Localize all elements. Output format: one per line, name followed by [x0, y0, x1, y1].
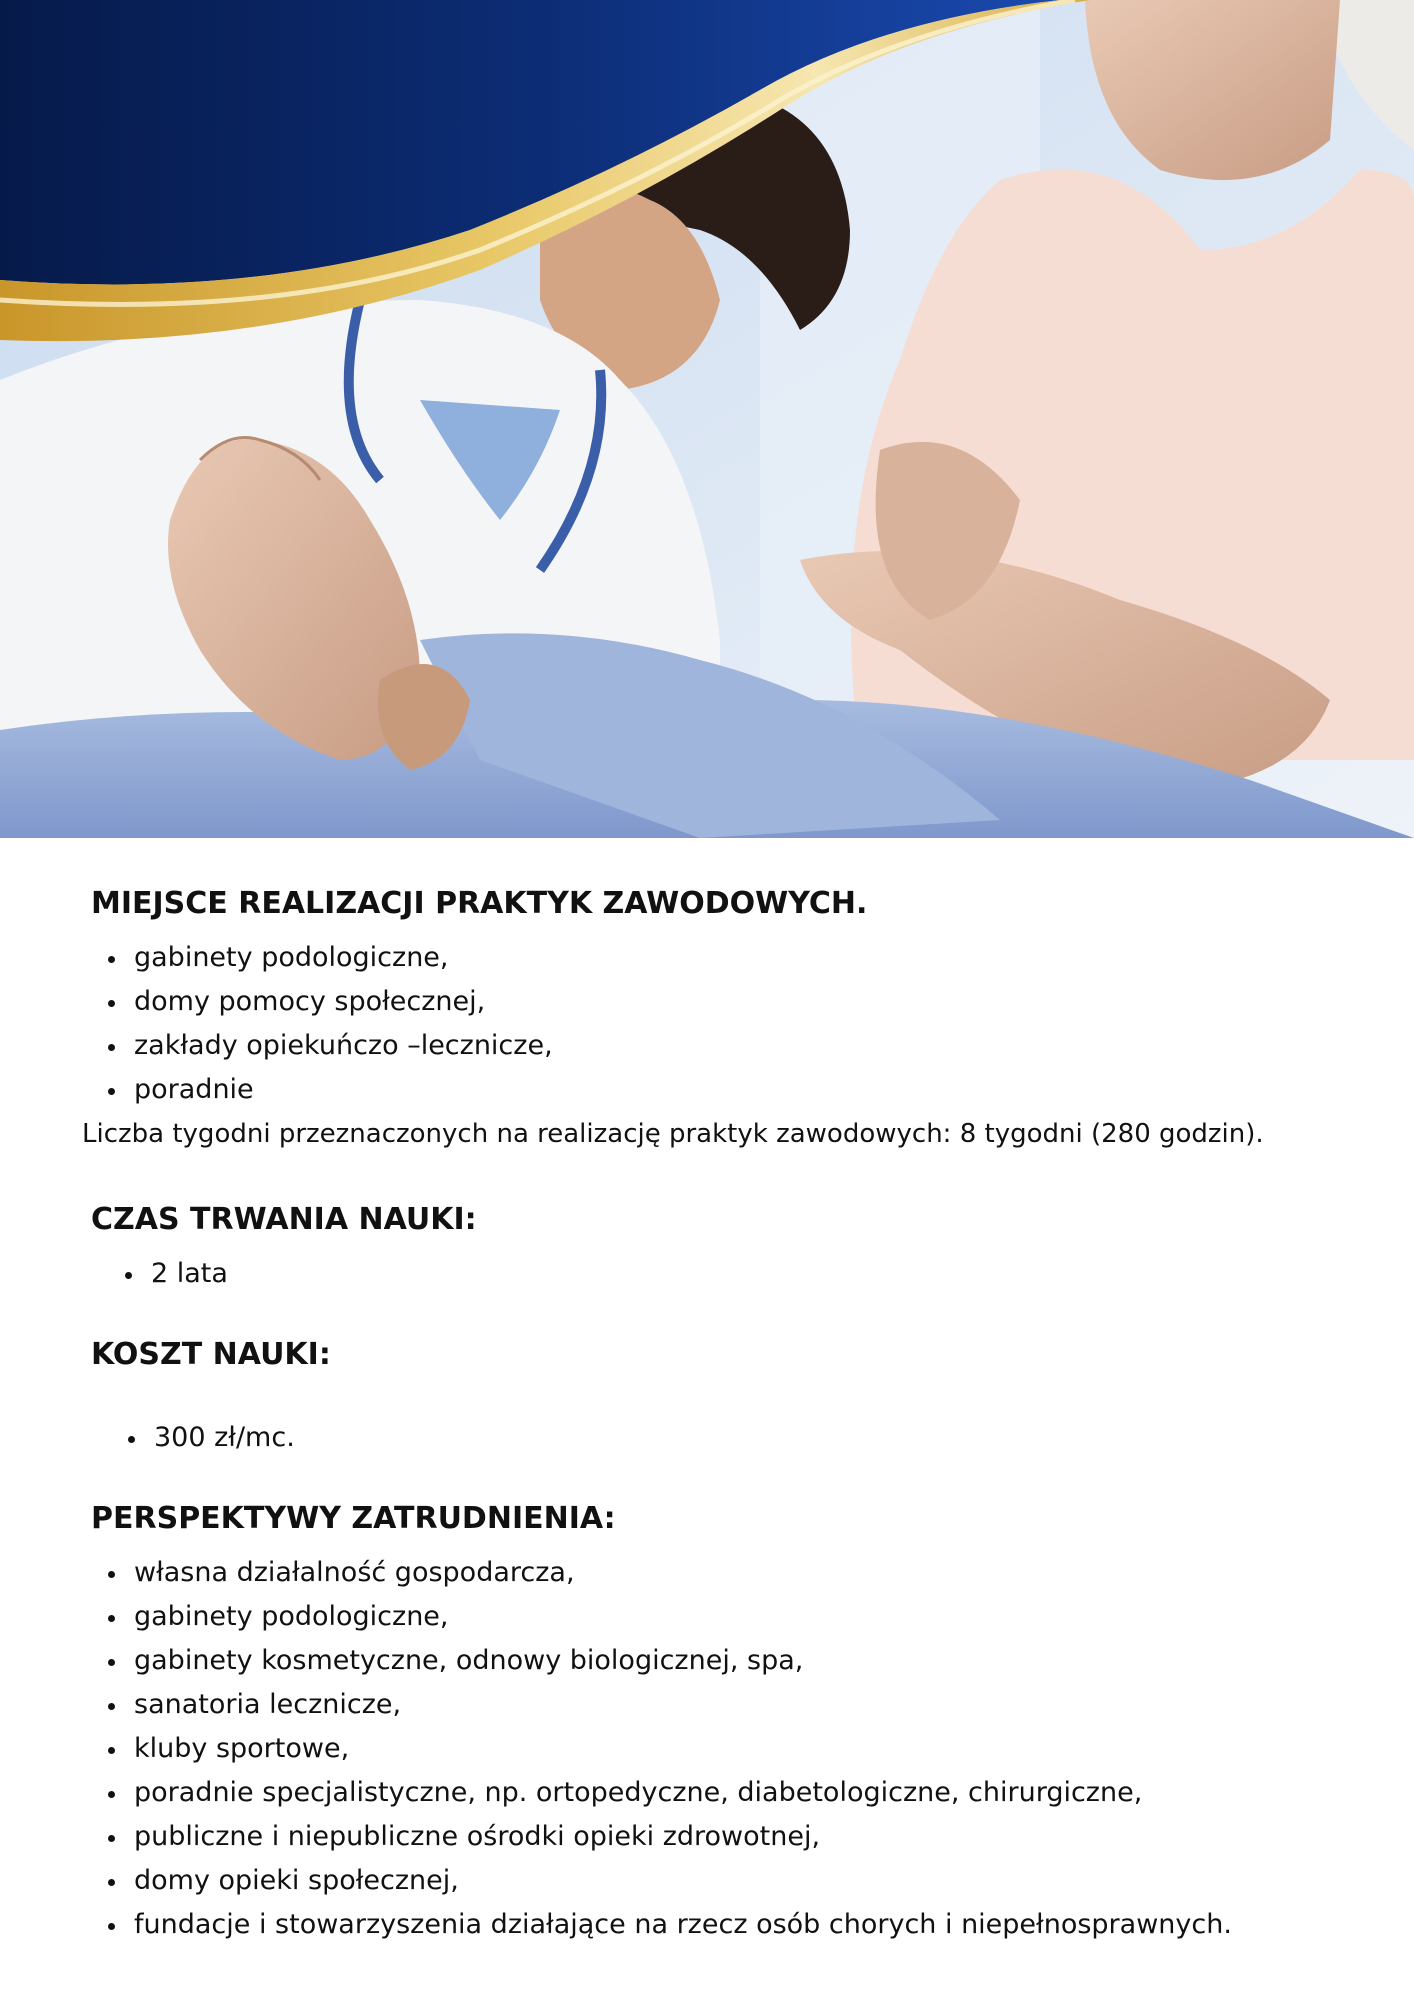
- list-item: publiczne i niepubliczne ośrodki opieki zdrowotnej,: [134, 1815, 1232, 1859]
- list-czas: [151, 1252, 228, 1296]
- list-perspektywy: [134, 1551, 1232, 1947]
- heading-perspektywy: PERSPEKTYWY ZATRUDNIENIA:: [91, 1501, 616, 1536]
- list-item: poradnie: [134, 1068, 553, 1112]
- heading-praktyki: MIEJSCE REALIZACJI PRAKTYK ZAWODOWYCH.: [91, 886, 868, 921]
- list-item: 2 lata: [151, 1252, 228, 1296]
- list-item: 300 zł/mc.: [154, 1416, 295, 1460]
- hero-photo: [0, 0, 1414, 838]
- list-item: poradnie specjalistyczne, np. ortopedyczne, diabetologiczne, chirurgiczne,: [134, 1771, 1232, 1815]
- list-item: zakłady opiekuńczo –lecznicze,: [134, 1024, 553, 1068]
- list-item: sanatoria lecznicze,: [134, 1683, 1232, 1727]
- list-koszt: [154, 1416, 295, 1460]
- heading-czas: CZAS TRWANIA NAUKI:: [91, 1202, 477, 1237]
- list-item: fundacje i stowarzyszenia działające na rzecz osób chorych i niepełnosprawnych.: [134, 1903, 1232, 1947]
- list-praktyki: [134, 936, 553, 1112]
- list-item: własna działalność gospodarcza,: [134, 1551, 1232, 1595]
- heading-koszt: KOSZT NAUKI:: [91, 1337, 331, 1372]
- podiatrist-examining-foot-photo: [0, 0, 1414, 838]
- list-item: kluby sportowe,: [134, 1727, 1232, 1771]
- list-item: gabinety kosmetyczne, odnowy biologicznej, spa,: [134, 1639, 1232, 1683]
- list-item: domy opieki społecznej,: [134, 1859, 1232, 1903]
- list-item: gabinety podologiczne,: [134, 936, 553, 980]
- list-item: gabinety podologiczne,: [134, 1595, 1232, 1639]
- list-item: domy pomocy społecznej,: [134, 980, 553, 1024]
- content-area: [0, 838, 1414, 2000]
- note-praktyki: Liczba tygodni przeznaczonych na realizację praktyk zawodowych: 8 tygodni (280 godzin).: [82, 1119, 1264, 1149]
